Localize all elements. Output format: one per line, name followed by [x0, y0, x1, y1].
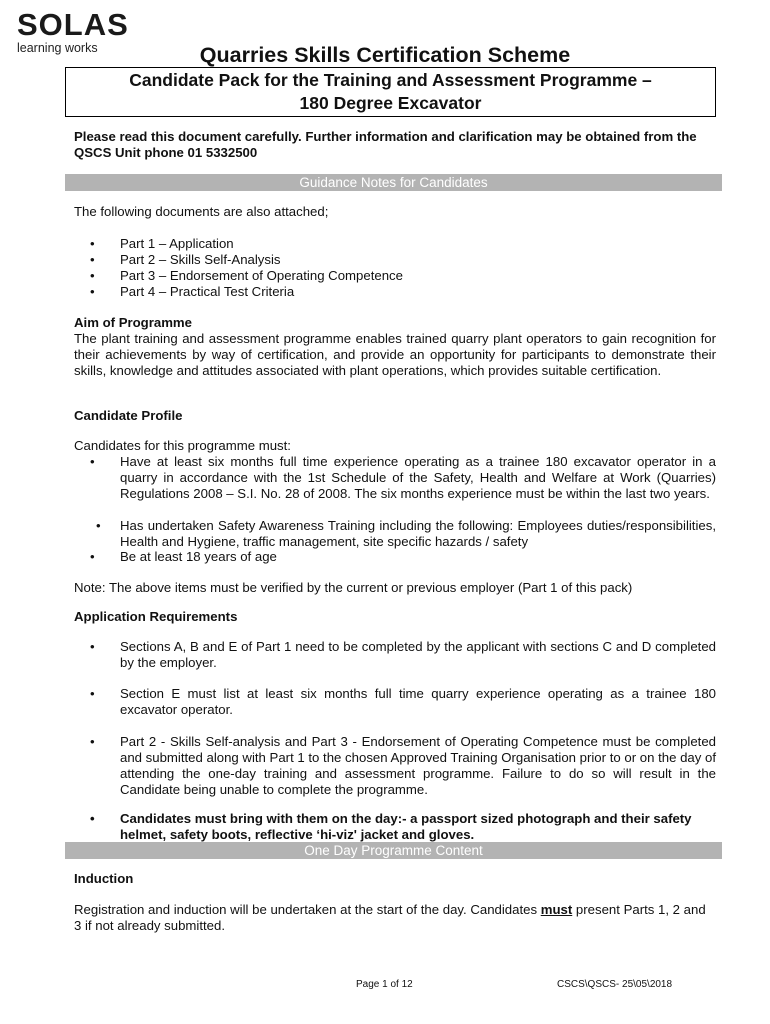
bullet: •	[90, 236, 95, 251]
bullet: •	[90, 454, 95, 469]
induction-heading: Induction	[74, 871, 134, 886]
bullet: •	[90, 734, 95, 749]
bullet: •	[90, 268, 95, 283]
section-banner-programme: One Day Programme Content	[65, 842, 722, 859]
logo-tagline: learning works	[17, 41, 98, 55]
profile-heading: Candidate Profile	[74, 408, 183, 423]
bullet: •	[90, 549, 95, 564]
emphasis-must: must	[540, 902, 573, 917]
document-reference: CSCS\QSCS- 25\05\2018	[557, 979, 673, 990]
page-title: Quarries Skills Certification Scheme	[199, 43, 571, 67]
note-text: Note: The above items must be verified by the current or previous employer (Part 1 of this pack)	[74, 580, 633, 595]
subtitle-box	[65, 67, 716, 117]
aim-heading: Aim of Programme	[74, 315, 192, 330]
attached-intro: The following documents are also attached;	[74, 204, 329, 219]
bullet: •	[90, 639, 95, 654]
logo-wordmark: SOLAS	[17, 7, 129, 42]
profile-intro: Candidates for this programme must:	[74, 438, 291, 453]
subtitle-line-2: 180 Degree Excavator	[299, 93, 482, 113]
bullet: •	[90, 284, 95, 299]
bullet: •	[96, 518, 101, 533]
page-number: Page 1 of 12	[356, 979, 413, 990]
bullet: •	[90, 811, 95, 826]
aim-text: The plant training and assessment programme enables trained quarry plant operators to gain recognition for their achievements by way of certification, and provide an opportunity for participants to demonstrate their skills, knowledge and attitudes associated with plant operations, which provides suitable certification.	[74, 331, 716, 378]
bullet: •	[90, 252, 95, 267]
bullet: •	[90, 686, 95, 701]
intro-text: Please read this document carefully. Further information and clarification may be obtained from the QSCS Unit phone 01 5332500	[74, 129, 697, 160]
section-banner-guidance: Guidance Notes for Candidates	[65, 174, 722, 191]
application-heading: Application Requirements	[74, 609, 238, 624]
document-page: SOLAS learning works Quarries Skills Certification Scheme Candidate Pack for the Training and Assessment Programme – 180 Degree Excavator Please read this document carefully. Further information and clarification may be obtained from the QSCS Unit phone 01 5332500 Guidance Notes for Candidates The following documents are also attached; • Part 1 – Application • Part 2 – Skills Self-Analysis • Part 3 – Endorsement of Operating Competence • Part 4 – Practical Test Criteria Aim of Programme The plant training and assessment programme enables trained quarry plant operators to gain recognition for their achievements by way of certification, and provide an opportunity for participants to demonstrate their skills, knowledge and attitudes associated with plant operations, which provides suitable certification. Candidate Profile Candidates for this programme must: • Have at least six months full time experience operating as a trainee 180 excavator operator in a quarry in accordance with the 1st Schedule of the Safety, Health and Welfare at Work (Quarries) Regulations 2008 – S.I. No. 28 of 2008. The six months experience must be within the last two years. • Has undertaken Safety Awareness Training including the following: Employees duties/responsibilities, Health and Hygiene, traffic management, site specific hazards / safety • Be at least 18 years of age Note: The above items must be verified by the current or previous employer (Part 1 of this pack) Application Requirements • Sections A, B and E of Part 1 need to be completed by the applicant with sections C and D completed by the employer. • Section E must list at least six months full time quarry experience operating as a trainee 180 excavator operator. • Part 2 - Skills Self-analysis and Part 3 - Endorsement of Operating Competence must be completed and submitted along with Part 1 to the chosen Approved Training Organisation prior to or on the day of attending the one-day training and assessment programme. Failure to do so will result in the Candidate being unable to complete the programme. • Candidates must bring with them on the day:- a passport sized photograph and their safety helmet, safety boots, reflective ‘hi-viz' jacket and gloves. One Day Programme Content Induction Registration and induction will be undertaken at the start of the day. Candidates must present Parts 1, 2 and 3 if not already submitted. Page 1 of 12 CSCS\QSCS- 25\05\2018	[0, 0, 770, 1024]
induction-text: Registration and induction will be undertaken at the start of the day. Candidates must present Parts 1, 2 and 3 if not already submitted.	[74, 902, 706, 933]
subtitle-line-1: Candidate Pack for the Training and Assessment Programme –	[129, 70, 652, 90]
